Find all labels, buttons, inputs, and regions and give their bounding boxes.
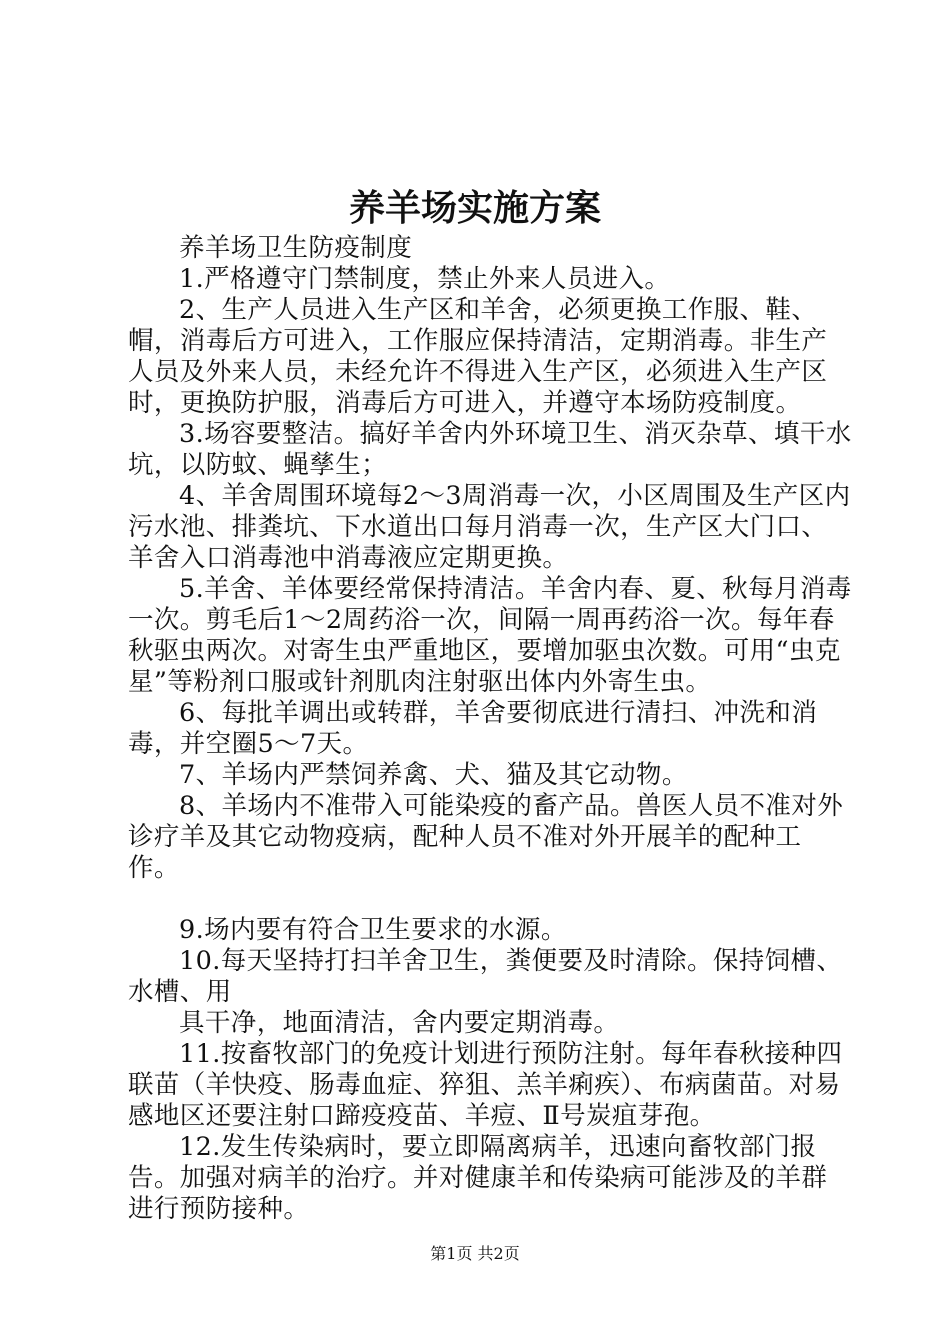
paragraph-1: 1.严格遵守门禁制度，禁止外来人员进入。 xyxy=(179,264,671,294)
paragraph-4: 4、羊舍周围环境每2～3周消毒一次，小区周围及生产区内污水池、排粪坑、下水道出口每月消毒一次，生产区大门口、羊舍入口消毒池中消毒液应定期更换。 xyxy=(128,481,851,573)
paragraph-10: 10.每天坚持打扫羊舍卫生，粪便要及时清除。保持饲槽、水槽、用 xyxy=(128,946,843,1007)
paragraph-2: 2、生产人员进入生产区和羊舍，必须更换工作服、鞋、帽，消毒后方可进入，工作服应保持清洁，定期消毒。非生产人员及外来人员，未经允许不得进入生产区，必须进入生产区时，更换防护服，消毒后方可进入，并遵守本场防疫制度。 xyxy=(128,295,828,418)
paragraph-6: 6、每批羊调出或转群，羊舍要彻底进行清扫、冲洗和消毒，并空圈5～7天。 xyxy=(128,698,818,759)
paragraph-5: 5.羊舍、羊体要经常保持清洁。羊舍内春、夏、秋每月消毒一次。剪毛后1～2周药浴一次，间隔一周再药浴一次。每年春秋驱虫两次。对寄生虫严重地区，要增加驱虫次数。可用“虫克星”等粉剂口服或针剂肌肉注射驱出体内外寄生虫。 xyxy=(128,574,852,697)
blank-line xyxy=(128,884,852,915)
paragraph-11: 11.按畜牧部门的免疫计划进行预防注射。每年春秋接种四联苗（羊快疫、肠毒血症、猝狙、羔羊痢疾）、布病菌苗。对易感地区还要注射口蹄疫疫苗、羊痘、Ⅱ号炭疽芽孢。 xyxy=(128,1039,843,1131)
paragraph-8: 8、羊场内不准带入可能染疫的畜产品。兽医人员不准对外诊疗羊及其它动物疫病，配种人员不准对外开展羊的配种工作。 xyxy=(128,791,844,883)
paragraph-12: 12.发生传染病时，要立即隔离病羊，迅速向畜牧部门报告。加强对病羊的治疗。并对健康羊和传染病可能涉及的羊群进行预防接种。 xyxy=(128,1132,828,1224)
paragraph-7: 7、羊场内严禁饲养禽、犬、猫及其它动物。 xyxy=(179,760,688,790)
document-body xyxy=(128,233,852,1225)
document-title: 养羊场实施方案 xyxy=(348,187,601,229)
section-heading: 养羊场卫生防疫制度 xyxy=(179,233,413,263)
paragraph-9: 9.场内要有符合卫生要求的水源。 xyxy=(179,915,567,945)
paragraph-10-continued: 具干净，地面清洁，舍内要定期消毒。 xyxy=(179,1008,620,1038)
page-footer: 第1页 共2页 xyxy=(430,1244,520,1263)
paragraph-3: 3.场容要整洁。搞好羊舍内外环境卫生、消灭杂草、填干水坑，以防蚊、蝇孳生； xyxy=(128,419,852,480)
